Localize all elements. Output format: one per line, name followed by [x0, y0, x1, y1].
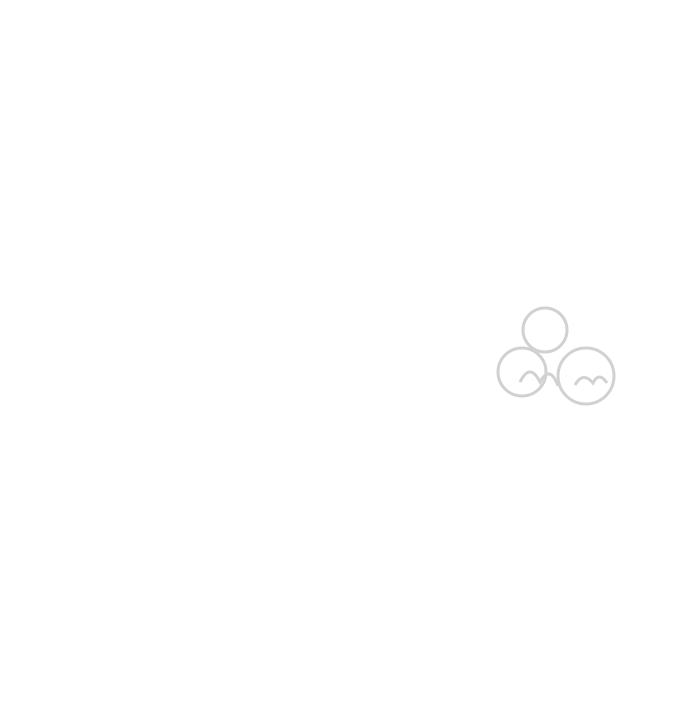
mdeq-watermark-logo: [498, 308, 614, 404]
footer-watermark-strip: [0, 701, 697, 715]
